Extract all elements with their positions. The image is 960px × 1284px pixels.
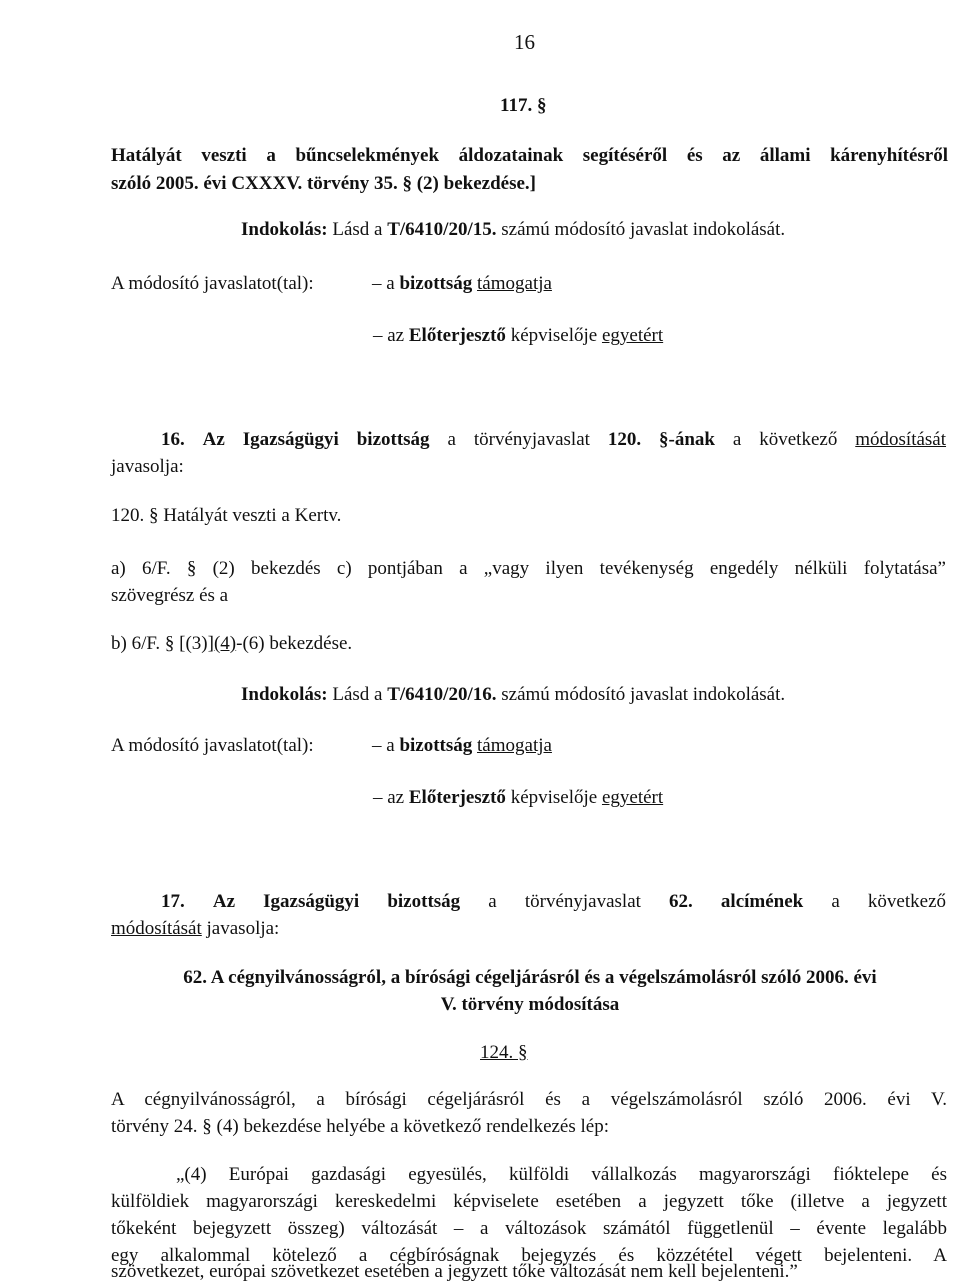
reason-reference: T/6410/20/16. bbox=[387, 684, 497, 705]
body-line-2: törvény 24. § (4) bekezdése helyébe a következő rendelkezés lép: bbox=[111, 1116, 609, 1137]
presenter-representative: képviselője bbox=[510, 787, 598, 808]
para-3-suffix: -(6) bekezdése. bbox=[236, 633, 353, 654]
quote-line-2: külföldiek magyarországi kereskedelmi képviselete esetében a jegyzett tőke (illetve a jegyzett bbox=[111, 1191, 947, 1212]
item-16-para-1: 120. § Hatályát veszti a Kertv. bbox=[111, 505, 342, 526]
reason-tail: számú módosító javaslat indokolását. bbox=[501, 684, 786, 705]
item-16-para-2b: szövegrész és a bbox=[111, 585, 229, 606]
bill-text: a törvényjavaslat bbox=[488, 891, 641, 912]
quote-line-1: „(4) Európai gazdasági egyesülés, külföldi vállalkozás magyarországi fióktelepe és bbox=[176, 1164, 947, 1185]
bill-reference: 120. §-ának bbox=[607, 429, 715, 450]
section-sign: § bbox=[536, 95, 547, 116]
item-number: 17. bbox=[161, 891, 185, 912]
reason-reference: T/6410/20/15. bbox=[387, 219, 497, 240]
dash-az: – az bbox=[373, 325, 405, 346]
presenter-position bbox=[373, 786, 663, 810]
amendment-label: A módosító javaslatot(tal): bbox=[111, 735, 314, 756]
inserted-text: (4) bbox=[213, 633, 237, 654]
section-117-heading bbox=[500, 94, 546, 118]
presenter-status: egyetért bbox=[601, 787, 664, 808]
committee-status: támogatja bbox=[477, 273, 552, 294]
amendment-label: A módosító javaslatot(tal): bbox=[111, 273, 314, 294]
section-number: 117. bbox=[500, 95, 533, 116]
following-text: a következő bbox=[831, 891, 947, 912]
presenter-word: Előterjesztő bbox=[408, 787, 506, 808]
presenter-position bbox=[373, 324, 663, 348]
amendment-word: módosítását bbox=[111, 918, 202, 939]
committee-position bbox=[372, 734, 552, 758]
committee-name: Az Igazságügyi bizottság bbox=[212, 891, 461, 912]
subtitle-line-1: 62. A cégnyilvánosságról, a bírósági cégeljárásról és a végelszámolásról szóló 2006. évi bbox=[183, 967, 877, 988]
amendment-word: módosítását bbox=[855, 429, 947, 450]
body-line-1: A cégnyilvánosságról, a bírósági cégeljárásról és a végelszámolásról szóló 2006. évi V. bbox=[111, 1089, 947, 1110]
bill-text: a törvényjavaslat bbox=[447, 429, 590, 450]
reason-tail: számú módosító javaslat indokolását. bbox=[501, 219, 786, 240]
reason-text: Lásd a bbox=[332, 684, 383, 705]
subtitle-line-2: V. törvény módosítása bbox=[440, 994, 620, 1015]
quote-line-5: szövetkezet, európai szövetkezet esetében a jegyzett tőke változását nem kell bejelenteni.” bbox=[111, 1261, 798, 1282]
item-16-line-2: javasolja: bbox=[111, 456, 184, 477]
presenter-word: Előterjesztő bbox=[408, 325, 506, 346]
para-3-prefix: b) 6/F. § bbox=[111, 633, 175, 654]
bill-reference: 62. alcímének bbox=[669, 891, 804, 912]
item-17-line-2 bbox=[111, 917, 279, 941]
committee-word: bizottság bbox=[399, 735, 473, 756]
reason-line-16 bbox=[241, 683, 785, 707]
item-16-line-1 bbox=[161, 428, 946, 452]
dash-a: – a bbox=[372, 273, 395, 294]
dash-a: – a bbox=[372, 735, 395, 756]
proposes-text: javasolja: bbox=[206, 918, 280, 939]
committee-status: támogatja bbox=[477, 735, 552, 756]
deleted-text: [(3)] bbox=[179, 633, 214, 654]
following-text: a következő bbox=[732, 429, 838, 450]
reason-label: Indokolás: bbox=[241, 219, 328, 240]
section-124: 124. § bbox=[480, 1042, 528, 1063]
item-number: 16. bbox=[161, 429, 185, 450]
committee-name: Az Igazságügyi bizottság bbox=[202, 429, 430, 450]
committee-word: bizottság bbox=[399, 273, 473, 294]
presenter-representative: képviselője bbox=[510, 325, 598, 346]
reason-label: Indokolás: bbox=[241, 684, 328, 705]
item-16-para-3 bbox=[111, 632, 352, 656]
item-17-line-1 bbox=[161, 890, 946, 914]
quote-line-4: egy alkalommal kötelező a cégbíróságnak bejegyzés és közzététel végett bejelenteni. A bbox=[111, 1245, 947, 1266]
committee-position bbox=[372, 272, 552, 296]
quote-line-3: tőkeként bejegyzett összeg) változását – a változások számától függetlenül – évente legalább bbox=[111, 1218, 947, 1239]
presenter-status: egyetért bbox=[601, 325, 664, 346]
repeal-line-2: szóló 2005. évi CXXXV. törvény 35. § (2) bekezdése.] bbox=[111, 173, 536, 194]
page-number: 16 bbox=[514, 30, 535, 54]
dash-az: – az bbox=[373, 787, 405, 808]
item-16-para-2a: a) 6/F. § (2) bekezdés c) pontjában a „vagy ilyen tevékenység engedély nélküli folytatása” bbox=[111, 558, 946, 579]
reason-text: Lásd a bbox=[332, 219, 383, 240]
repeal-line-1: Hatályát veszti a bűncselekmények áldozatainak segítéséről és az állami kárenyhítésről bbox=[111, 145, 948, 166]
reason-line-117 bbox=[241, 218, 785, 242]
